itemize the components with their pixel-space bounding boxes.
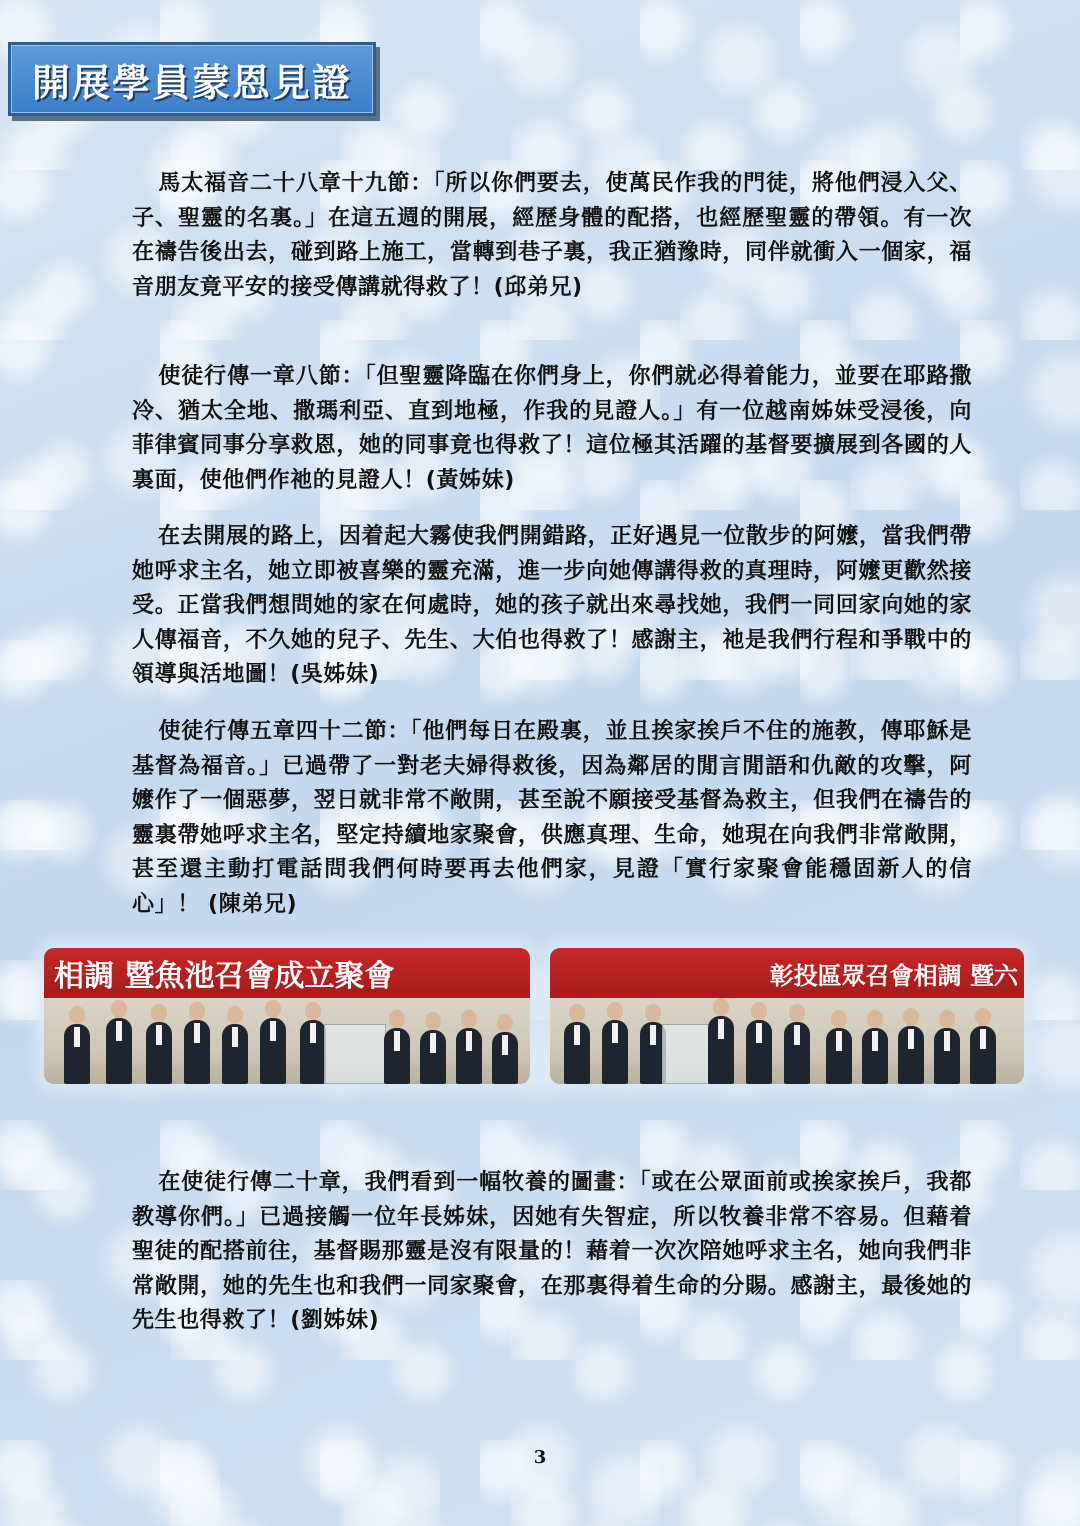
testimony-paragraph-1 [132,167,972,305]
testimony-paragraph-3 [132,520,972,693]
photo-stage [550,998,1024,1084]
photo-banner: 彰投區眾召會相調 暨六 [550,948,1024,998]
paragraph-text: 使徒行傳五章四十二節：「他們每日在殿裏，並且挨家挨戶不住的施教，傳耶穌是基督為福音。」已過帶了一對老夫婦得救後，因為鄰居的閒言閒語和仇敵的攻擊，阿嬤作了一個惡夢，翌日就非常不敞開，甚至說不願接受基督為救主，但我們在禱告的靈裏帶她呼求主名，堅定持續地家聚會，供應真理、生命，她現在向我們非常敞開，甚至還主動打電話問我們何時要再去他們家，見證「實行家聚會能穩固新人的信心」！ (陳弟兄) [132,719,972,917]
group-photo-left [44,948,530,1084]
testimony-paragraph-4 [132,715,972,922]
paragraph-text: 在去開展的路上，因着起大霧使我們開錯路，正好遇見一位散步的阿嬤，當我們帶她呼求主名，她立即被喜樂的靈充滿，進一步向她傳講得救的真理時，阿嬤更歡然接受。正當我們想問她的家在何處時，她的孩子就出來尋找她，我們一同回家向她的家人傳福音，不久她的兒子、先生、大伯也得救了！感謝主，祂是我們行程和爭戰中的領導與活地圖！(吳姊妹) [132,524,972,687]
page-title: 開展學員蒙恩見證 [31,59,352,105]
photo-stage [44,998,530,1084]
group-photo-right [550,948,1024,1084]
title-box [8,42,376,116]
paragraph-text: 使徒行傳一章八節：「但聖靈降臨在你們身上，你們就必得着能力，並要在耶路撒冷、猶太全地、撒瑪利亞、直到地極，作我的見證人。」有一位越南姊妹受浸後，向菲律賓同事分享救恩，她的同事竟也得救了！這位極其活躍的基督要擴展到各國的人裏面，使他們作祂的見證人！(黃姊妹) [132,364,972,493]
testimony-paragraph-5 [132,1166,972,1339]
photo-banner: 相調 暨魚池召會成立聚會 [44,948,530,998]
testimony-paragraph-2 [132,360,972,498]
page-number: 3 [533,1447,547,1468]
paragraph-text: 馬太福音二十八章十九節：「所以你們要去，使萬民作我的門徒，將他們浸入父、子、聖靈的名裏。」在這五週的開展，經歷身體的配搭，也經歷聖靈的帶領。有一次在禱告後出去，碰到路上施工，當轉到巷子裏，我正猶豫時，同伴就衝入一個家，福音朋友竟平安的接受傳講就得救了！(邱弟兄) [132,171,972,300]
paragraph-text: 在使徒行傳二十章，我們看到一幅牧養的圖畫：「或在公眾面前或挨家挨戶，我都教導你們。」已過接觸一位年長姊妹，因她有失智症，所以牧養非常不容易。但藉着聖徒的配搭前往，基督賜那靈是沒有限量的！藉着一次次陪她呼求主名，她向我們非常敞開，她的先生也和我們一同家聚會，在那裏得着生命的分賜。感謝主，最後她的先生也得救了！(劉姊妹) [132,1170,972,1333]
